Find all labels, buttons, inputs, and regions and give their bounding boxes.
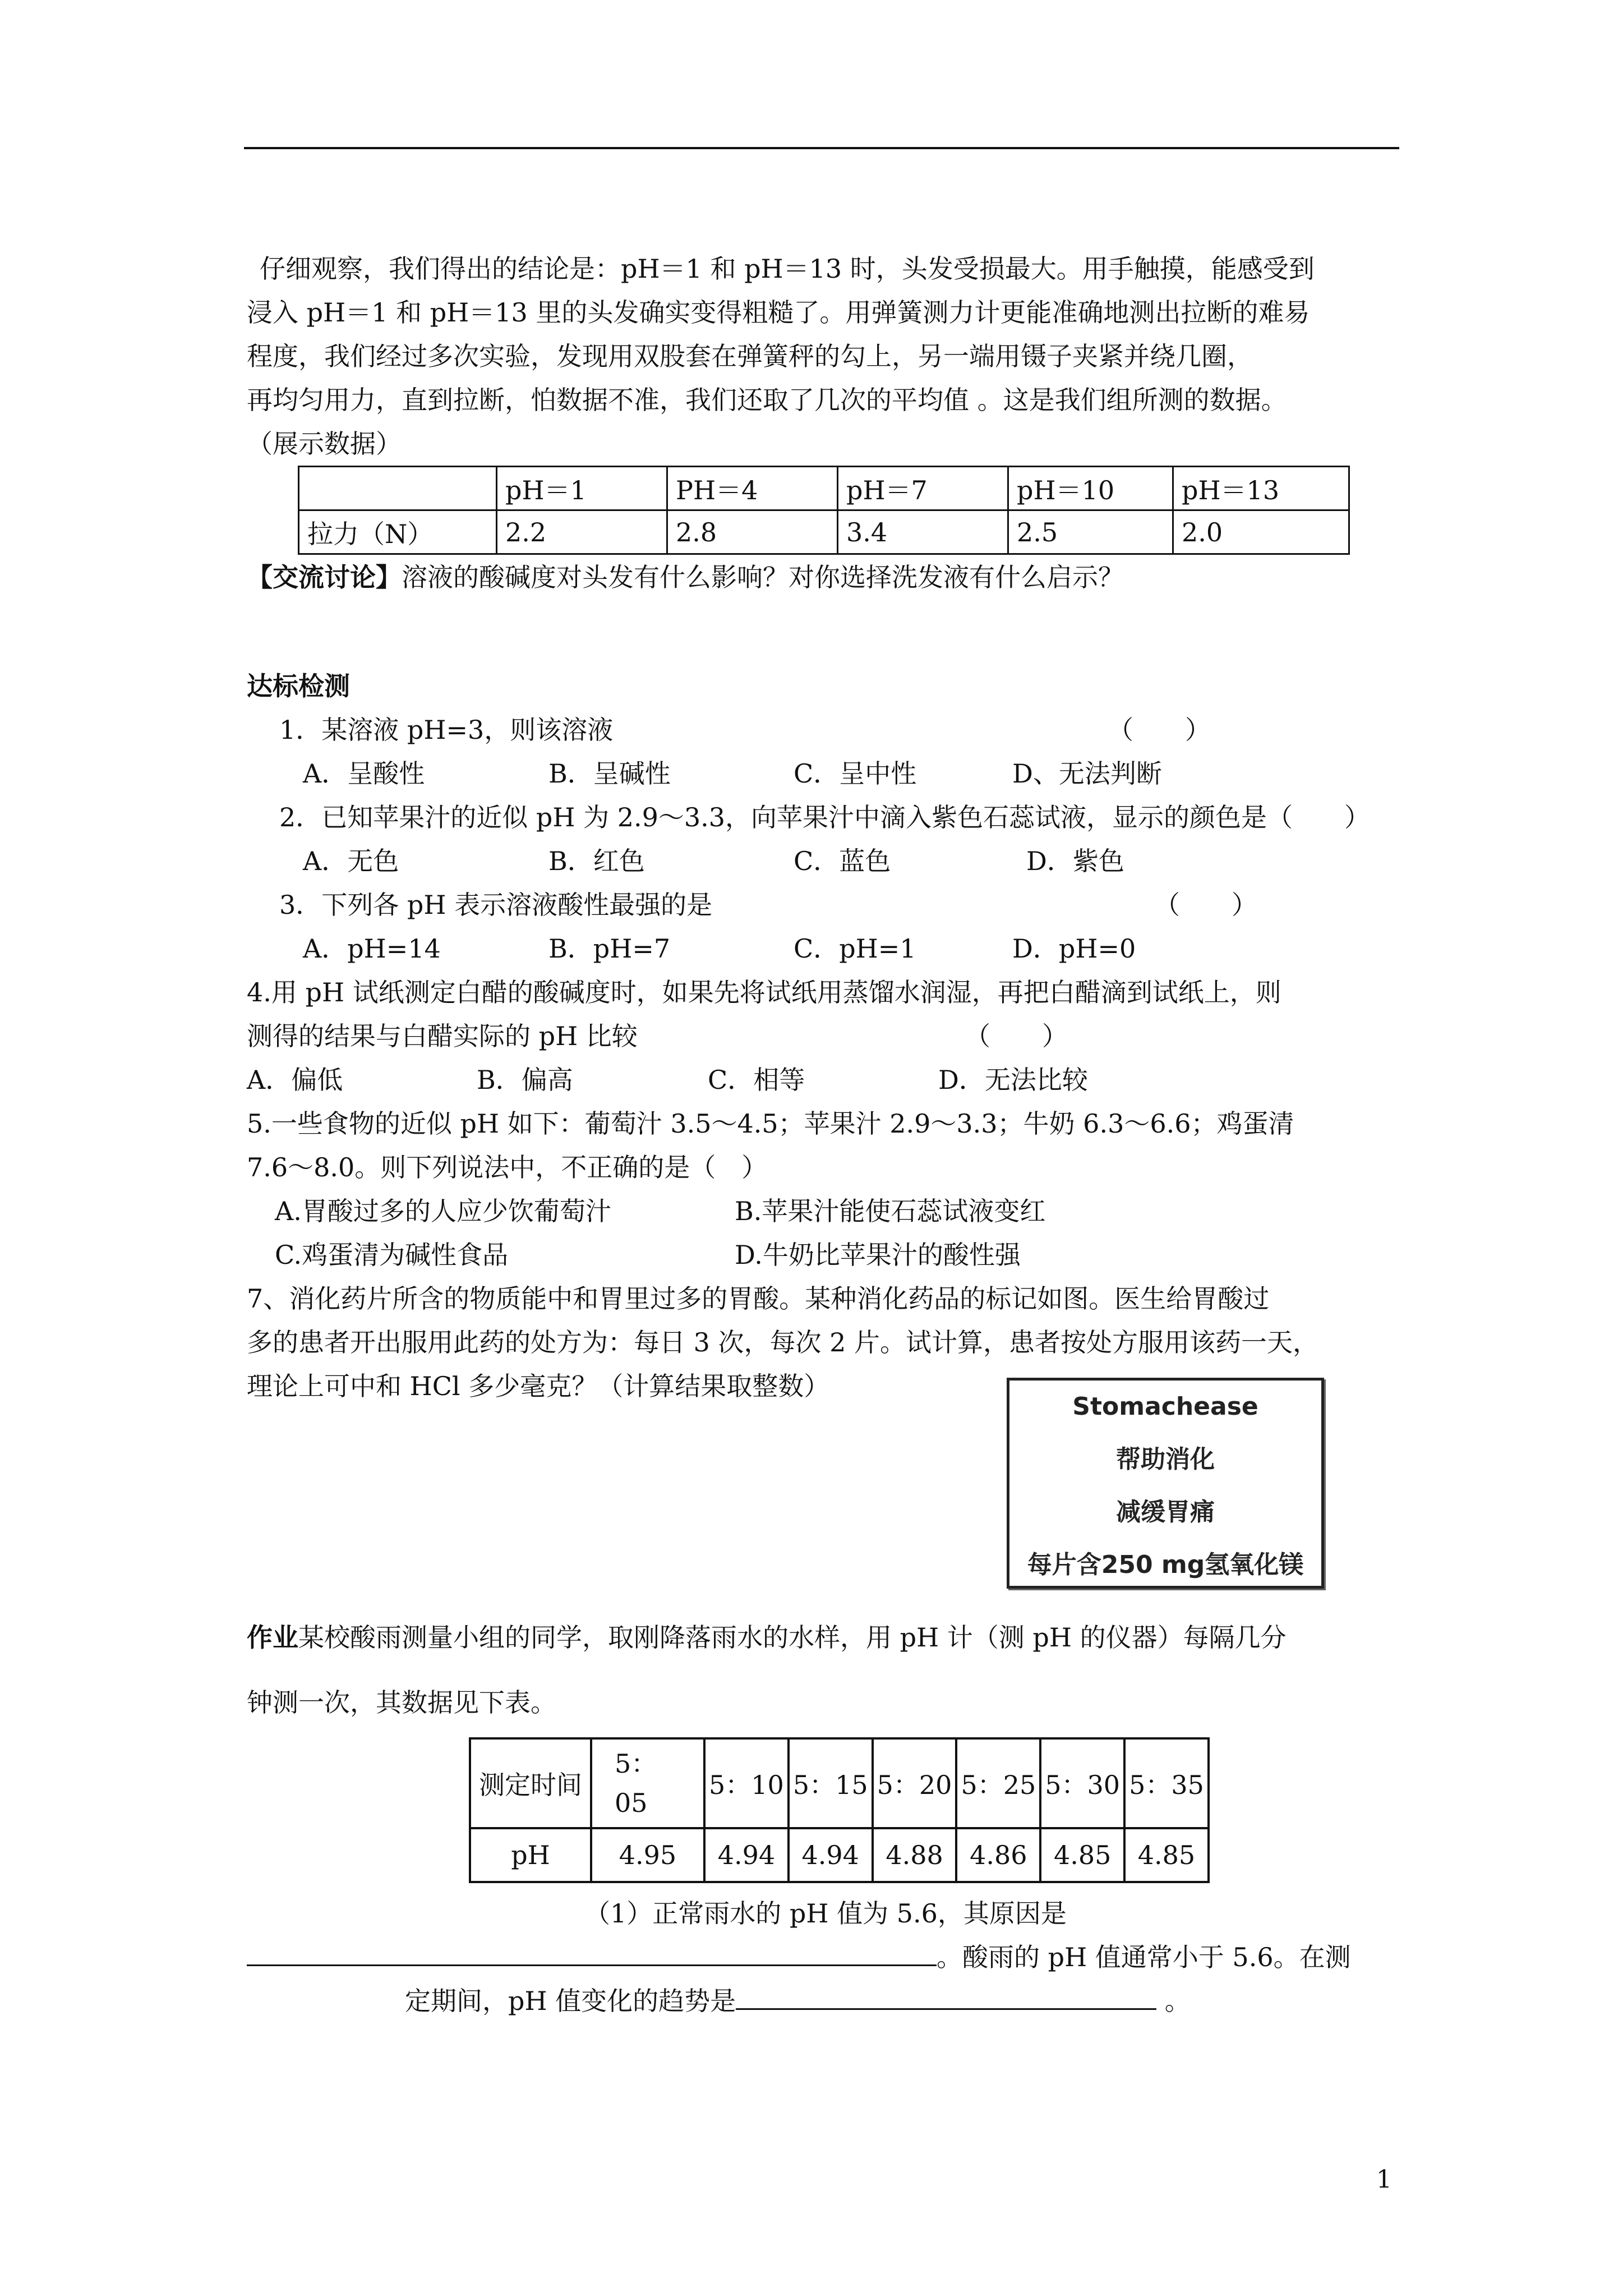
q1-option-a: A．呈酸性 <box>303 758 425 789</box>
pull-force-table <box>298 466 1350 555</box>
table-cell <box>591 1738 704 1828</box>
table-cell: 4.95 <box>591 1828 704 1882</box>
table-header-row <box>299 467 1349 510</box>
table-cell: 4.94 <box>789 1828 873 1882</box>
homework-text: 某校酸雨测量小组的同学，取刚降落雨水的水样，用 pH 计（测 pH 的仪器）每隔几分 <box>298 1622 1287 1653</box>
q-end-line-1: （1）正常雨水的 pH 值为 5.6，其原因是 <box>584 1898 1067 1929</box>
q5-option-d: D.牛奶比苹果汁的酸性强 <box>735 1240 1021 1270</box>
table-cell: 4.85 <box>1040 1828 1124 1882</box>
q4-option-a: A．偏低 <box>247 1065 343 1095</box>
ph-row <box>470 1828 1209 1882</box>
table-cell: 4.88 <box>873 1828 957 1882</box>
table-cell: 3.4 <box>838 510 1008 554</box>
discussion-text: 溶液的酸碱度对头发有什么影响？对你选择洗发液有什么启示？ <box>402 562 1124 592</box>
rain-ph-table <box>469 1737 1210 1883</box>
medicine-brand-name: Stomachease <box>1072 1392 1258 1421</box>
table-cell: 拉力（N） <box>299 510 497 554</box>
q3-option-a: A．pH=14 <box>303 933 441 964</box>
table-cell: 5：15 <box>789 1738 873 1828</box>
q4-option-b: B．偏高 <box>477 1065 573 1095</box>
q2-option-b: B．红色 <box>548 846 645 876</box>
section-title: 达标检测 <box>247 671 350 701</box>
intro-line-3: 程度，我们经过多次实验，发现用双股套在弹簧秤的勾上，另一端用镊子夹紧并绕几圈， <box>247 341 1253 371</box>
homework-label: 作业 <box>247 1622 298 1653</box>
q3-option-b: B．pH=7 <box>548 933 671 964</box>
medicine-claim-2: 减缓胃痛 <box>1116 1498 1215 1526</box>
q4-option-c: C．相等 <box>708 1065 805 1095</box>
table-cell: 4.94 <box>704 1828 789 1882</box>
q3-answer-bracket: （ ） <box>1154 890 1257 920</box>
table-cell: 5：20 <box>873 1738 957 1828</box>
discussion-line <box>247 555 1124 599</box>
answer-blank-1[interactable] <box>247 1942 937 1966</box>
q4-line-2: 测得的结果与白醋实际的 pH 比较 <box>247 1021 638 1051</box>
intro-line-1: 仔细观察，我们得出的结论是：pH＝1 和 pH＝13 时，头发受损最大。用手触摸，能感受到 <box>260 254 1315 284</box>
table-cell <box>299 467 497 510</box>
q1-stem: 1．某溶液 pH=3，则该溶液 <box>279 715 614 745</box>
q1-answer-bracket: （ ） <box>1108 715 1211 745</box>
table-cell: 5：30 <box>1040 1738 1124 1828</box>
header-rule <box>244 147 1399 149</box>
table-cell: 2.0 <box>1173 510 1349 554</box>
q7-line-1: 7、消化药片所含的物质能中和胃里过多的胃酸。某种消化药品的标记如图。医生给胃酸过 <box>247 1283 1270 1314</box>
intro-line-4: 再均匀用力，直到拉断，怕数据不准，我们还取了几次的平均值 。这是我们组所测的数据。 <box>247 385 1287 415</box>
table-cell: 4.85 <box>1124 1828 1209 1882</box>
q3-stem: 3．下列各 pH 表示溶液酸性最强的是 <box>279 890 713 920</box>
time-row <box>470 1738 1209 1828</box>
table-cell: 5：10 <box>704 1738 789 1828</box>
medicine-claim-1: 帮助消化 <box>1116 1445 1215 1474</box>
homework-line-2: 钟测一次，其数据见下表。 <box>247 1687 556 1718</box>
table-row <box>299 510 1349 554</box>
q1-option-c: C．呈中性 <box>794 758 917 789</box>
q2-option-c: C．蓝色 <box>794 846 891 876</box>
medicine-dosage: 每片含250 mg氢氧化镁 <box>1027 1550 1304 1579</box>
table-cell: 5：35 <box>1124 1738 1209 1828</box>
q2-stem: 2．已知苹果汁的近似 pH 为 2.9～3.3，向苹果汁中滴入紫色石蕊试液，显示的颜色是（ ） <box>279 802 1371 832</box>
page-number: 1 <box>1376 2165 1392 2194</box>
q-end-line-3 <box>405 1979 1191 2023</box>
table-cell: pH <box>470 1828 591 1882</box>
q1-option-b: B．呈碱性 <box>548 758 671 789</box>
table-cell: 2.5 <box>1008 510 1173 554</box>
homework-line-1 <box>247 1616 1287 1659</box>
discussion-label: 【交流讨论】 <box>247 562 402 592</box>
table-cell: pH＝13 <box>1173 467 1349 510</box>
table-cell: pH＝7 <box>838 467 1008 510</box>
table-cell: 测定时间 <box>470 1738 591 1828</box>
q1-option-d: D、无法判断 <box>1012 758 1162 789</box>
table-cell: 2.8 <box>667 510 838 554</box>
q-end-text-4: 。 <box>1156 1986 1191 2016</box>
q5-line-1: 5.一些食物的近似 pH 如下：葡萄汁 3.5～4.5；苹果汁 2.9～3.3；牛奶 6.3～6.6；鸡蛋清 <box>247 1108 1294 1139</box>
q-end-text-2: 。酸雨的 pH 值通常小于 5.6。在测 <box>937 1942 1351 1972</box>
answer-blank-2[interactable] <box>736 1986 1156 2010</box>
q2-option-d: D．紫色 <box>1026 846 1124 876</box>
q7-line-2: 多的患者开出服用此药的处方为：每日 3 次，每次 2 片。试计算，患者按处方服用该药一天， <box>247 1327 1319 1358</box>
medicine-label-image <box>1007 1378 1324 1589</box>
table-cell: 2.2 <box>497 510 667 554</box>
q5-option-a: A.胃酸过多的人应少饮葡萄汁 <box>275 1196 611 1226</box>
table-cell: 5：25 <box>956 1738 1040 1828</box>
q4-option-d: D．无法比较 <box>938 1065 1088 1095</box>
q3-option-d: D．pH=0 <box>1012 933 1136 964</box>
q4-line-1: 4.用 pH 试纸测定白醋的酸碱度时，如果先将试纸用蒸馏水润湿，再把白醋滴到试纸上，则 <box>247 977 1281 1007</box>
q5-option-b: B.苹果汁能使石蕊试液变红 <box>735 1196 1046 1226</box>
q5-option-c: C.鸡蛋清为碱性食品 <box>275 1240 509 1270</box>
q-end-text-3: 定期间，pH 值变化的趋势是 <box>405 1986 736 2016</box>
intro-line-5: （展示数据） <box>247 429 402 459</box>
q-end-line-2 <box>247 1935 1351 1979</box>
table-cell: pH＝10 <box>1008 467 1173 510</box>
table-cell: PH＝4 <box>667 467 838 510</box>
q7-line-3: 理论上可中和 HCl 多少毫克？（计算结果取整数） <box>247 1371 830 1401</box>
table-cell: 4.86 <box>956 1828 1040 1882</box>
q5-line-2: 7.6～8.0。则下列说法中，不正确的是（ ） <box>247 1152 768 1182</box>
table-cell: pH＝1 <box>497 467 667 510</box>
first-time-bottom: 05 <box>615 1788 648 1818</box>
intro-line-2: 浸入 pH＝1 和 pH＝13 里的头发确实变得粗糙了。用弹簧测力计更能准确地测出拉断的难易 <box>247 297 1310 328</box>
q2-option-a: A．无色 <box>303 846 399 876</box>
q4-answer-bracket: （ ） <box>965 1021 1068 1051</box>
q3-option-c: C．pH=1 <box>794 933 916 964</box>
first-time-top: 5： <box>615 1749 657 1779</box>
